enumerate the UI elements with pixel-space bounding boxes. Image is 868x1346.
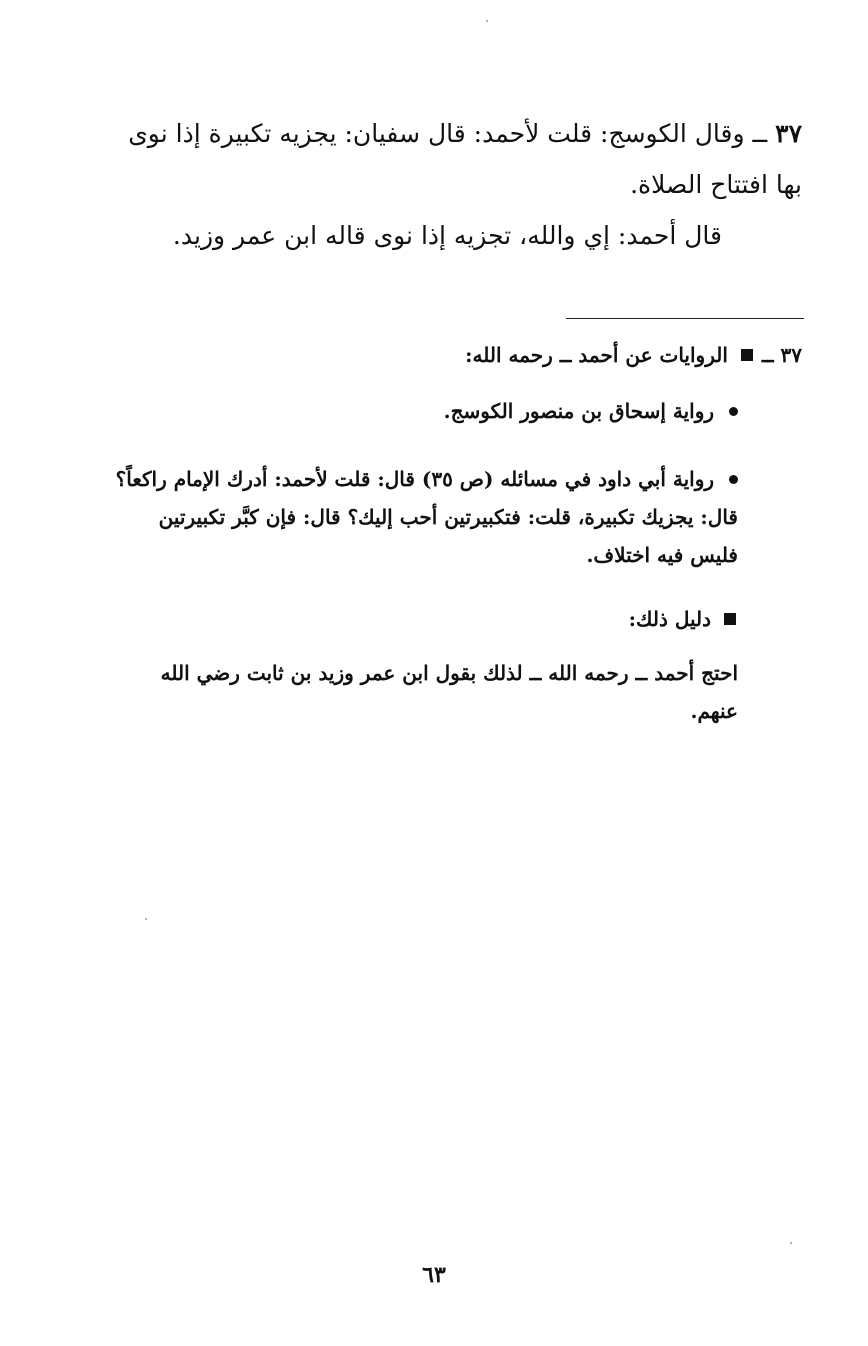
narration-1-text: رواية إسحاق بن منصور الكوسج.	[443, 399, 715, 423]
note-dash: ــ	[761, 343, 774, 367]
notes-heading-line	[102, 336, 802, 374]
evidence-heading-line	[98, 600, 738, 638]
evidence-paragraph	[110, 654, 738, 730]
footnote-divider	[566, 318, 804, 319]
main-paragraph-1	[102, 108, 802, 210]
narration-2-text: رواية أبي داود في مسائله (ص ٣٥) قال: قلت لأحمد: أدرك الإمام راكعاً؟ قال: يجزيك تكبيرة، قلت: فتكبيرتين أحب إليك؟ قال: فإن كبَّر تكبيرتين فليس فيه اختلاف.	[115, 467, 738, 567]
bullet-dot-icon	[729, 475, 738, 484]
scan-speck	[145, 918, 147, 920]
evidence-heading: دليل ذلك:	[628, 607, 712, 631]
scan-speck	[790, 1242, 792, 1244]
square-bullet-icon	[724, 613, 736, 625]
page-number: ٦٣	[422, 1262, 446, 1288]
narration-1	[98, 392, 738, 430]
narration-2	[110, 460, 738, 574]
entry-number: ٣٧	[775, 119, 802, 148]
note-number: ٣٧	[780, 343, 802, 367]
scan-speck	[486, 20, 488, 22]
square-bullet-icon	[741, 349, 753, 361]
main-text-1: وقال الكوسج: قلت لأحمد: قال سفيان: يجزيه تكبيرة إذا نوى بها افتتاح الصلاة.	[128, 119, 802, 199]
notes-heading: الروايات عن أحمد ــ رحمه الله:	[465, 343, 728, 367]
evidence-text: احتج أحمد ــ رحمه الله ــ لذلك بقول ابن عمر وزيد بن ثابت رضي الله عنهم.	[160, 661, 738, 723]
entry-dash: ــ	[752, 119, 768, 148]
bullet-dot-icon	[729, 407, 738, 416]
main-text-2: قال أحمد: إي والله، تجزيه إذا نوى قاله ابن عمر وزيد.	[172, 221, 722, 250]
main-paragraph-2	[82, 210, 722, 261]
